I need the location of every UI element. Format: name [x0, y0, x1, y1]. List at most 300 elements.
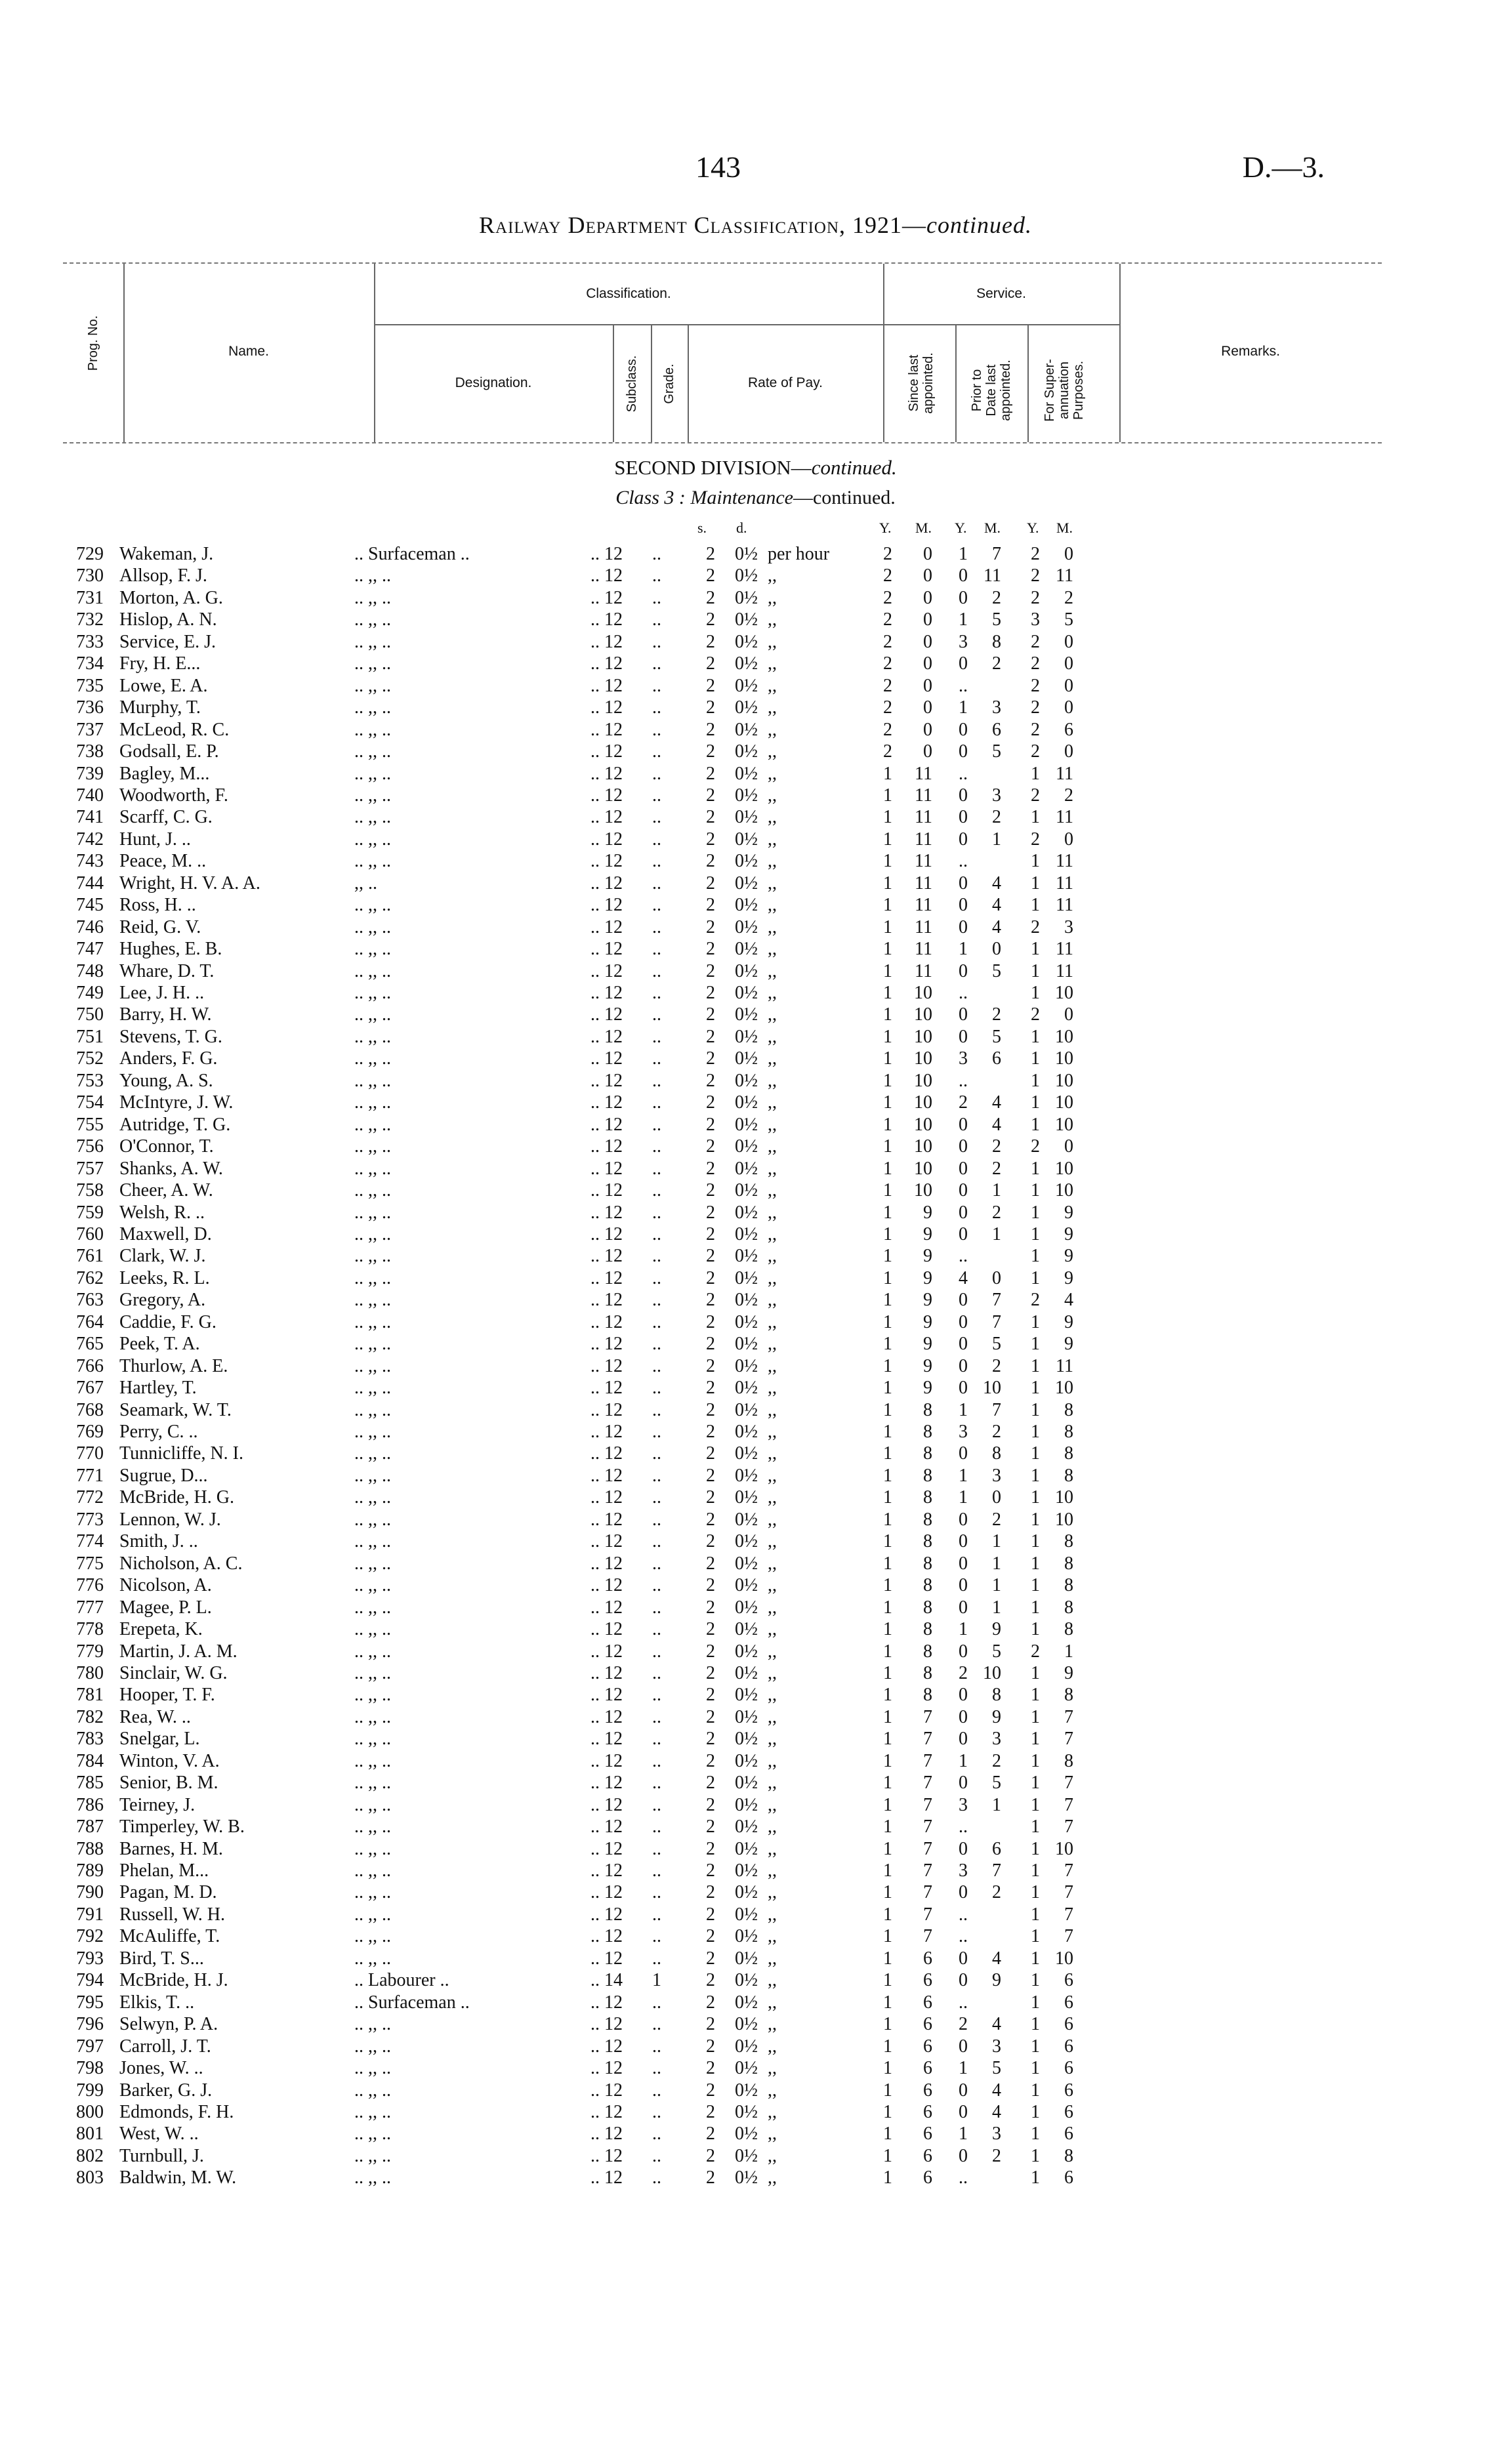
rate-period: ,, [768, 917, 777, 937]
rate-shillings: 2 [706, 807, 715, 827]
superannuation-months: 8 [1064, 2146, 1073, 2166]
prior-months: 2 [992, 1422, 1001, 1442]
since-last-years: 1 [883, 1048, 892, 1069]
rate-period: ,, [768, 2036, 777, 2057]
rate-shillings: 2 [706, 1071, 715, 1091]
employee-name: McIntyre, J. W. [119, 1092, 234, 1113]
employee-name: Erepeta, K. [119, 1619, 203, 1639]
prog-no: 762 [76, 1268, 104, 1288]
grade: .. [652, 1466, 661, 1486]
rate-period: ,, [768, 720, 777, 740]
rate-period: ,, [768, 1312, 777, 1332]
rate-shillings: 2 [706, 544, 715, 564]
prog-no: 772 [76, 1487, 104, 1508]
since-last-years: 2 [883, 676, 892, 696]
subclass: .. 12 [590, 1048, 623, 1069]
grade: .. [652, 1312, 661, 1332]
designation: .. ,, .. [354, 1180, 391, 1201]
rate-pence: 0½ [735, 2014, 758, 2034]
superannuation-years: 1 [1031, 2124, 1040, 2144]
superannuation-months: 6 [1064, 2014, 1073, 2034]
rate-pence: 0½ [735, 1290, 758, 1310]
table-row [0, 1399, 1511, 1421]
employee-name: Scarff, C. G. [119, 807, 213, 827]
grade: .. [652, 609, 661, 630]
since-last-months: 6 [923, 2146, 932, 2166]
rate-shillings: 2 [706, 1004, 715, 1025]
table-row [0, 1662, 1511, 1684]
rate-period: ,, [768, 1707, 777, 1727]
since-last-years: 1 [883, 2080, 892, 2101]
prior-years: 0 [959, 2080, 968, 2101]
prior-years: .. [959, 1246, 968, 1266]
since-last-months: 9 [923, 1378, 932, 1398]
table-row [0, 1355, 1511, 1377]
rate-pence: 0½ [735, 544, 758, 564]
since-last-months: 6 [923, 2058, 932, 2078]
rate-period: ,, [768, 1202, 777, 1223]
superannuation-years: 2 [1031, 544, 1040, 564]
grade: .. [652, 1136, 661, 1157]
rate-pence: 0½ [735, 2036, 758, 2057]
designation: .. ,, .. [354, 2167, 391, 2188]
grade: .. [652, 1641, 661, 1662]
grade: .. [652, 785, 661, 806]
prior-years: .. [959, 1904, 968, 1925]
subclass: .. 12 [590, 1004, 623, 1025]
since-last-months: 0 [923, 653, 932, 674]
grade: .. [652, 1773, 661, 1793]
superannuation-months: 10 [1055, 1948, 1073, 1969]
subclass: .. 12 [590, 2102, 623, 2122]
since-last-months: 11 [915, 895, 932, 915]
subclass: .. 12 [590, 873, 623, 893]
rate-shillings: 2 [706, 1817, 715, 1837]
prog-no: 766 [76, 1356, 104, 1376]
subclass: .. 12 [590, 1466, 623, 1486]
superannuation-years: 2 [1031, 1136, 1040, 1157]
employee-name: Nicolson, A. [119, 1575, 212, 1595]
prior-years: 0 [959, 1839, 968, 1859]
since-last-months: 8 [923, 1466, 932, 1486]
division-title [0, 456, 1511, 480]
designation: .. ,, .. [354, 1663, 391, 1683]
page-number: 143 [695, 150, 741, 184]
table-row [0, 1245, 1511, 1267]
superannuation-months: 7 [1064, 1860, 1073, 1881]
superannuation-years: 1 [1031, 1509, 1040, 1530]
employee-name: Allsop, F. J. [119, 565, 207, 586]
rate-shillings: 2 [706, 1422, 715, 1442]
prior-years: 0 [959, 565, 968, 586]
subclass: .. 12 [590, 565, 623, 586]
designation: .. ,, .. [354, 2102, 391, 2122]
header-service: Service. [976, 286, 1026, 301]
prior-years: 0 [959, 1312, 968, 1332]
subclass: .. 12 [590, 1443, 623, 1464]
rate-period: ,, [768, 565, 777, 586]
rate-shillings: 2 [706, 1904, 715, 1925]
prog-no: 753 [76, 1071, 104, 1091]
rate-shillings: 2 [706, 1027, 715, 1047]
prior-years: 4 [959, 1268, 968, 1288]
since-last-years: 1 [883, 2167, 892, 2188]
superannuation-years: 1 [1031, 1312, 1040, 1332]
rate-shillings: 2 [706, 1992, 715, 2013]
prog-no: 761 [76, 1246, 104, 1266]
prior-months: 6 [992, 1048, 1001, 1069]
since-last-months: 6 [923, 2014, 932, 2034]
superannuation-months: 8 [1064, 1422, 1073, 1442]
designation: .. ,, .. [354, 2014, 391, 2034]
table-row [0, 1750, 1511, 1772]
unit-years: Y. [1027, 520, 1039, 536]
since-last-years: 2 [883, 588, 892, 608]
rate-period: ,, [768, 2167, 777, 2188]
prior-months: 3 [992, 2124, 1001, 2144]
prog-no: 734 [76, 653, 104, 674]
employee-name: Anders, F. G. [119, 1048, 218, 1069]
subclass: .. 12 [590, 1312, 623, 1332]
grade: .. [652, 697, 661, 718]
since-last-years: 1 [883, 895, 892, 915]
grade: .. [652, 653, 661, 674]
subclass: .. 12 [590, 1400, 623, 1420]
prior-months: 10 [983, 1378, 1001, 1398]
prior-years: .. [959, 1071, 968, 1091]
prog-no: 731 [76, 588, 104, 608]
rate-shillings: 2 [706, 851, 715, 871]
prior-years: 3 [959, 1860, 968, 1881]
rate-period: ,, [768, 1136, 777, 1157]
superannuation-years: 1 [1031, 2146, 1040, 2166]
since-last-months: 8 [923, 1487, 932, 1508]
since-last-years: 1 [883, 961, 892, 981]
prog-no: 781 [76, 1685, 104, 1705]
prior-years: .. [959, 983, 968, 1003]
superannuation-months: 0 [1064, 1136, 1073, 1157]
superannuation-months: 11 [1056, 764, 1073, 784]
rate-period: ,, [768, 1004, 777, 1025]
superannuation-months: 1 [1064, 1641, 1073, 1662]
superannuation-years: 1 [1031, 1048, 1040, 1069]
prior-months: 8 [992, 1443, 1001, 1464]
rate-period: ,, [768, 2124, 777, 2144]
prior-months: 11 [983, 565, 1001, 586]
rate-shillings: 2 [706, 829, 715, 850]
rate-period: ,, [768, 1948, 777, 1969]
table-row [0, 785, 1511, 806]
designation: .. ,, .. [354, 1356, 391, 1376]
prior-months: 0 [992, 1268, 1001, 1288]
prior-years: 0 [959, 588, 968, 608]
since-last-months: 9 [923, 1312, 932, 1332]
rate-pence: 0½ [735, 939, 758, 959]
superannuation-years: 1 [1031, 1948, 1040, 1969]
superannuation-months: 8 [1064, 1575, 1073, 1595]
prog-no: 737 [76, 720, 104, 740]
since-last-years: 1 [883, 1904, 892, 1925]
prior-years: 0 [959, 961, 968, 981]
since-last-years: 1 [883, 939, 892, 959]
rate-pence: 0½ [735, 609, 758, 630]
prior-months: 2 [992, 1004, 1001, 1025]
unit-shillings: s. [697, 520, 707, 536]
table-row [0, 2167, 1511, 2188]
rate-period: ,, [768, 1422, 777, 1442]
prog-no: 801 [76, 2124, 104, 2144]
prior-months: 4 [992, 1948, 1001, 1969]
rate-shillings: 2 [706, 1159, 715, 1179]
superannuation-years: 1 [1031, 1159, 1040, 1179]
superannuation-months: 6 [1064, 2058, 1073, 2078]
employee-name: Ross, H. .. [119, 895, 196, 915]
superannuation-months: 7 [1064, 1904, 1073, 1925]
grade: .. [652, 1092, 661, 1113]
rate-period: ,, [768, 2080, 777, 2101]
rate-pence: 0½ [735, 873, 758, 893]
superannuation-years: 1 [1031, 1773, 1040, 1793]
rate-period: ,, [768, 1663, 777, 1683]
class-title-continued: —continued. [793, 487, 896, 508]
since-last-months: 0 [923, 632, 932, 652]
rate-shillings: 2 [706, 1312, 715, 1332]
table-row [0, 1487, 1511, 1508]
subclass: .. 12 [590, 1773, 623, 1793]
rate-shillings: 2 [706, 1860, 715, 1881]
superannuation-months: 11 [1056, 873, 1073, 893]
grade: .. [652, 1882, 661, 1902]
superannuation-months: 11 [1056, 1356, 1073, 1376]
rate-period: ,, [768, 1378, 777, 1398]
table-row [0, 1706, 1511, 1728]
designation: .. ,, .. [354, 1729, 391, 1749]
rate-shillings: 2 [706, 2058, 715, 2078]
since-last-years: 2 [883, 653, 892, 674]
since-last-months: 0 [923, 720, 932, 740]
prior-years: 0 [959, 1882, 968, 1902]
prior-months: 5 [992, 1641, 1001, 1662]
table-row [0, 2080, 1511, 2101]
prog-no: 732 [76, 609, 104, 630]
since-last-months: 11 [915, 785, 932, 806]
prior-years: 0 [959, 1597, 968, 1618]
superannuation-years: 1 [1031, 1553, 1040, 1574]
subclass: .. 12 [590, 1224, 623, 1244]
prog-no: 751 [76, 1027, 104, 1047]
prog-no: 755 [76, 1115, 104, 1135]
rate-pence: 0½ [735, 1048, 758, 1069]
employee-name: O'Connor, T. [119, 1136, 214, 1157]
designation: .. ,, .. [354, 1422, 391, 1442]
superannuation-months: 7 [1064, 1773, 1073, 1793]
prior-months: 5 [992, 741, 1001, 762]
designation: .. ,, .. [354, 961, 391, 981]
designation: .. ,, .. [354, 1795, 391, 1815]
designation: .. ,, .. [354, 697, 391, 718]
since-last-years: 1 [883, 1926, 892, 1946]
subclass: .. 12 [590, 1619, 623, 1639]
table-row [0, 1465, 1511, 1487]
since-last-years: 1 [883, 2058, 892, 2078]
employee-name: Barker, G. J. [119, 2080, 213, 2101]
since-last-months: 6 [923, 2124, 932, 2144]
rate-shillings: 2 [706, 1048, 715, 1069]
table-row [0, 653, 1511, 674]
designation: .. ,, .. [354, 1312, 391, 1332]
rate-shillings: 2 [706, 2167, 715, 2188]
grade: .. [652, 1048, 661, 1069]
subclass: .. 12 [590, 1356, 623, 1376]
prior-months: 8 [992, 632, 1001, 652]
grade: .. [652, 1729, 661, 1749]
employee-name: West, W. .. [119, 2124, 199, 2144]
superannuation-months: 9 [1064, 1202, 1073, 1223]
prog-no: 744 [76, 873, 104, 893]
grade: .. [652, 764, 661, 784]
rate-period: ,, [768, 1509, 777, 1530]
table-row [0, 1421, 1511, 1443]
since-last-months: 0 [923, 588, 932, 608]
since-last-years: 1 [883, 1882, 892, 1902]
prior-months: 8 [992, 1685, 1001, 1705]
table-row [0, 938, 1511, 960]
table-row [0, 1267, 1511, 1289]
table-row [0, 1289, 1511, 1311]
table-row [0, 543, 1511, 565]
designation: .. ,, .. [354, 1904, 391, 1925]
designation: .. ,, .. [354, 741, 391, 762]
prog-no: 780 [76, 1663, 104, 1683]
column-divider [955, 324, 957, 442]
superannuation-years: 1 [1031, 2167, 1040, 2188]
since-last-years: 1 [883, 1970, 892, 1990]
since-last-months: 6 [923, 1948, 932, 1969]
grade: .. [652, 851, 661, 871]
grade: .. [652, 1992, 661, 2013]
subclass: .. 12 [590, 1860, 623, 1881]
rate-pence: 0½ [735, 1970, 758, 1990]
superannuation-years: 1 [1031, 1663, 1040, 1683]
header-superannuation: For Super- annuation Purposes. [1043, 359, 1086, 422]
since-last-months: 8 [923, 1509, 932, 1530]
prior-years: 0 [959, 829, 968, 850]
rate-pence: 0½ [735, 1860, 758, 1881]
employee-name: Winton, V. A. [119, 1751, 220, 1771]
rate-period: ,, [768, 1773, 777, 1793]
designation: .. ,, .. [354, 1378, 391, 1398]
since-last-months: 0 [923, 565, 932, 586]
prog-no: 799 [76, 2080, 104, 2101]
designation: .. ,, .. [354, 1773, 391, 1793]
page-title [0, 211, 1511, 239]
superannuation-months: 0 [1064, 1004, 1073, 1025]
since-last-months: 8 [923, 1443, 932, 1464]
prior-months: 5 [992, 1027, 1001, 1047]
since-last-months: 7 [923, 1773, 932, 1793]
prior-years: 0 [959, 895, 968, 915]
superannuation-years: 1 [1031, 1224, 1040, 1244]
since-last-years: 1 [883, 2124, 892, 2144]
since-last-months: 7 [923, 1860, 932, 1881]
superannuation-months: 10 [1055, 1092, 1073, 1113]
prior-years: .. [959, 1926, 968, 1946]
prior-months: 2 [992, 653, 1001, 674]
division-title-continued: continued. [811, 456, 897, 479]
designation: .. ,, .. [354, 917, 391, 937]
rate-shillings: 2 [706, 1970, 715, 1990]
since-last-years: 1 [883, 1202, 892, 1223]
employee-name: Lee, J. H. .. [119, 983, 205, 1003]
superannuation-months: 7 [1064, 1882, 1073, 1902]
prior-months: 3 [992, 1729, 1001, 1749]
prior-months: 5 [992, 961, 1001, 981]
rate-pence: 0½ [735, 1422, 758, 1442]
superannuation-years: 1 [1031, 1992, 1040, 2013]
superannuation-months: 7 [1064, 1926, 1073, 1946]
since-last-months: 6 [923, 1970, 932, 1990]
rate-period: ,, [768, 1729, 777, 1749]
prior-months: 1 [992, 1531, 1001, 1551]
since-last-years: 1 [883, 785, 892, 806]
rate-period: ,, [768, 1904, 777, 1925]
rate-pence: 0½ [735, 1553, 758, 1574]
employee-name: Autridge, T. G. [119, 1115, 231, 1135]
class-title-main: Class 3 : Maintenance [615, 487, 793, 508]
table-row [0, 587, 1511, 609]
subclass: .. 12 [590, 939, 623, 959]
superannuation-months: 6 [1064, 720, 1073, 740]
since-last-years: 1 [883, 1597, 892, 1618]
rate-period: ,, [768, 676, 777, 696]
employee-name: Perry, C. .. [119, 1422, 198, 1442]
prog-no: 764 [76, 1312, 104, 1332]
prog-no: 739 [76, 764, 104, 784]
designation: .. ,, .. [354, 939, 391, 959]
rate-pence: 0½ [735, 741, 758, 762]
rate-period: ,, [768, 1970, 777, 1990]
rate-period: ,, [768, 1882, 777, 1902]
prior-years: .. [959, 2167, 968, 2188]
prog-no: 779 [76, 1641, 104, 1662]
prior-months: 2 [992, 807, 1001, 827]
designation: .. ,, .. [354, 1509, 391, 1530]
superannuation-years: 2 [1031, 676, 1040, 696]
prior-years: 3 [959, 1795, 968, 1815]
subclass: .. 12 [590, 1159, 623, 1179]
grade: .. [652, 676, 661, 696]
since-last-years: 1 [883, 1422, 892, 1442]
rate-pence: 0½ [735, 1707, 758, 1727]
since-last-months: 0 [923, 741, 932, 762]
grade: .. [652, 1443, 661, 1464]
since-last-years: 1 [883, 1180, 892, 1201]
rate-period: ,, [768, 1531, 777, 1551]
rate-pence: 0½ [735, 1663, 758, 1683]
subclass: .. 12 [590, 720, 623, 740]
rate-period: ,, [768, 764, 777, 784]
rate-period: ,, [768, 1246, 777, 1266]
since-last-years: 1 [883, 1224, 892, 1244]
superannuation-years: 2 [1031, 697, 1040, 718]
superannuation-years: 1 [1031, 1795, 1040, 1815]
subclass: .. 12 [590, 588, 623, 608]
superannuation-years: 1 [1031, 2058, 1040, 2078]
employee-name: Wright, H. V. A. A. [119, 873, 260, 893]
employee-name: Peek, T. A. [119, 1334, 200, 1354]
rate-period: ,, [768, 1224, 777, 1244]
rate-shillings: 2 [706, 1882, 715, 1902]
